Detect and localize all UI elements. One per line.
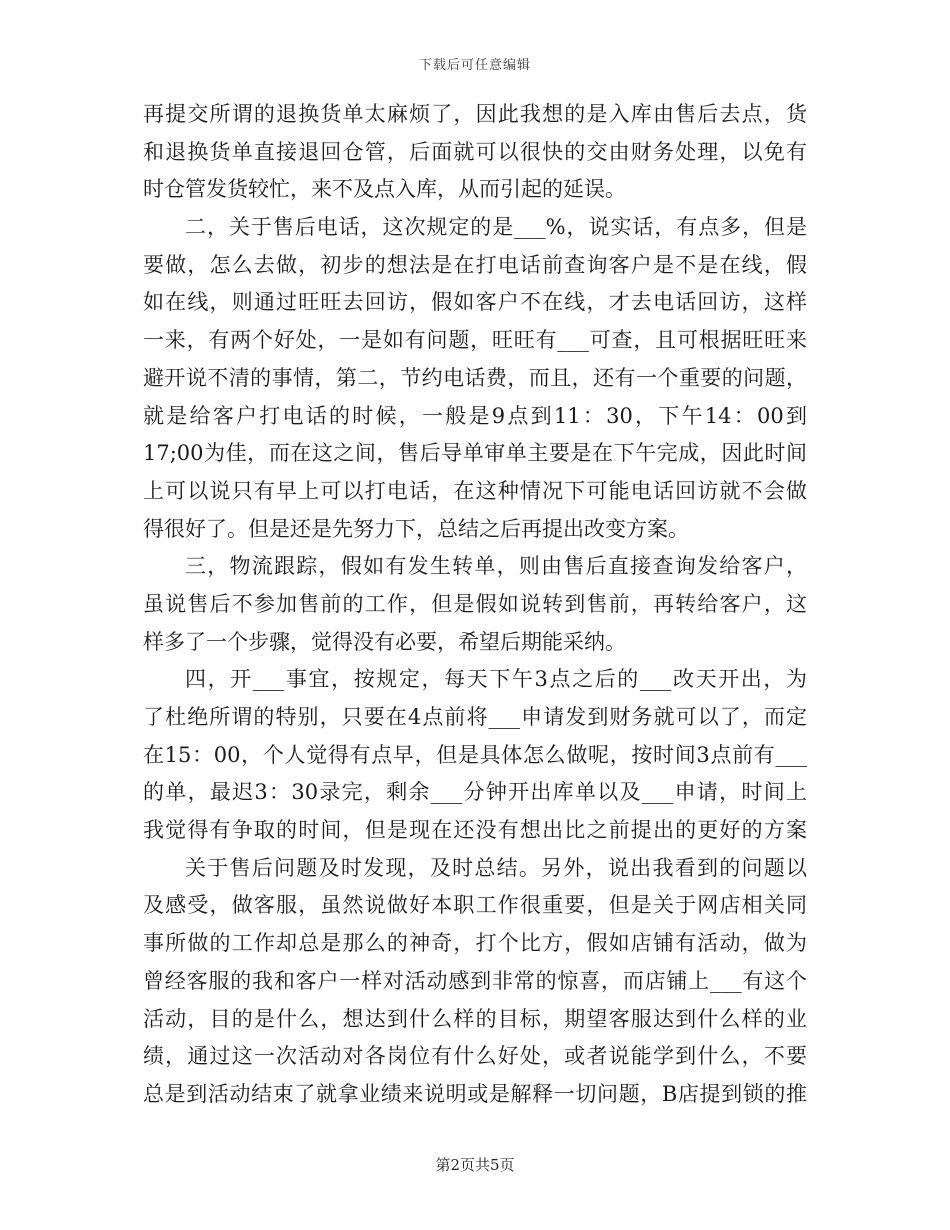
text-line: 活动，目的是什么，想达到什么样的目标，期望客服达到什么样的业 <box>143 1006 807 1031</box>
text-line: 一来，有两个好处，一是如有问题，旺旺有___可查，且可根据旺旺来 <box>143 328 807 353</box>
text-line: 要做，怎么去做，初步的想法是在打电话前查询客户是不是在线，假 <box>143 252 807 277</box>
paragraph-start-line: 三，物流跟踪，假如有发生转单，则由售后直接查询发给客户， <box>185 554 807 579</box>
text-line: 上可以说只有早上可以打电话，在这种情况下可能电话回访就不会做 <box>143 478 807 503</box>
paragraph-start-line: 四，开___事宜，按规定，每天下午3点之后的___改天开出，为 <box>185 667 807 692</box>
text-line: 时仓管发货较忙，来不及点入库，从而引起的延误。 <box>143 177 626 202</box>
text-line: 及感受，做客服，虽然说做好本职工作很重要，但是关于网店相关同 <box>143 893 807 918</box>
document-body <box>143 96 807 1114</box>
text-line: 了杜绝所谓的特别，只要在4点前将___申请发到财务就可以了，而定 <box>143 705 807 729</box>
text-line: 得很好了。但是还是先努力下，总结之后再提出改变方案。 <box>143 516 689 541</box>
paragraph-start-line: 关于售后问题及时发现，及时总结。另外，说出我看到的问题以 <box>185 855 807 880</box>
text-line: 17;00为佳，而在这之间，售后导单审单主要是在下午完成，因此时间 <box>143 441 807 466</box>
text-line: 绩，通过这一次活动对各岗位有什么好处，或者说能学到什么，不要 <box>143 1044 807 1069</box>
text-line: 虽说售后不参加售前的工作，但是假如说转到售前，再转给客户，这 <box>143 591 807 616</box>
text-line: 就是给客户打电话的时候，一般是9点到11：30，下午14：00到 <box>143 403 807 428</box>
page-header: 下载后可任意编辑 <box>418 58 531 73</box>
text-line: 如在线，则通过旺旺去回访，假如客户不在线，才去电话回访，这样 <box>143 290 807 315</box>
page-number: 第2页共5页 <box>435 1156 515 1174</box>
text-line: 曾经客服的我和客户一样对活动感到非常的惊喜，而店铺上___有这个 <box>143 968 807 993</box>
text-line: 总是到活动结束了就拿业绩来说明或是解释一切问题，B店提到锁的推 <box>143 1081 807 1106</box>
paragraph-start-line: 二，关于售后电话，这次规定的是___%，说实话，有点多，但是 <box>185 215 807 240</box>
text-line: 的单，最迟3：30录完，剩余___分钟开出库单以及___申请，时间上 <box>143 780 807 805</box>
text-line: 和退换货单直接退回仓管，后面就可以很快的交由财务处理，以免有 <box>143 139 807 164</box>
text-line: 再提交所谓的退换货单太麻烦了，因此我想的是入库由售后去点，货 <box>143 102 807 126</box>
text-line: 样多了一个步骤，觉得没有必要，希望后期能采纳。 <box>143 629 626 654</box>
text-line: 避开说不清的事情，第二，节约电话费，而且，还有一个重要的问题， <box>143 365 807 390</box>
text-line: 事所做的工作却总是那么的神奇，打个比方，假如店铺有活动，做为 <box>143 931 807 956</box>
text-line: 我觉得有争取的时间，但是现在还没有想出比之前提出的更好的方案 <box>143 818 807 843</box>
text-line: 在15：00，个人觉得有点早，但是具体怎么做呢，按时间3点前有___ <box>143 742 807 767</box>
